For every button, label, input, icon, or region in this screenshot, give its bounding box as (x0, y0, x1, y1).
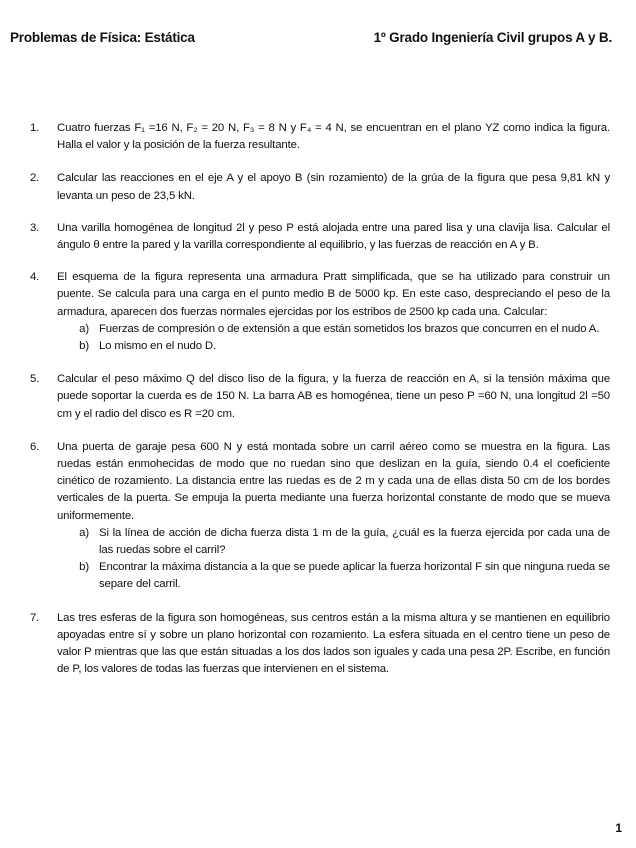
problem-6 (30, 439, 610, 594)
problem-1 (30, 120, 610, 154)
header-left-title: Problemas de Física: Estática (10, 30, 195, 45)
problem-text: El esquema de la figura representa una armadura Pratt simplificada, que se ha utilizado para construir un puente. Se calcula para una carga en el punto medio B de 5000 kp. En este caso, despreciando el peso de la armadura, aparecen dos fuerzas normales ejercidas por los estribos de 2500 kp cada una. Calcular: (57, 271, 610, 318)
subquestion-a (57, 321, 610, 338)
problem-number: 5. (30, 373, 40, 386)
page-header (10, 30, 612, 45)
problem-2 (30, 170, 610, 204)
subquestion-a (57, 525, 610, 559)
problem-number: 6. (30, 440, 40, 453)
problem-body (57, 439, 610, 594)
subquestion-label: a) (79, 526, 89, 539)
problem-text: Una puerta de garaje pesa 600 N y está montada sobre un carril aéreo como se muestra en la figura. Las ruedas están enmohecidas de modo que no ruedan sino que deslizan en la guía, siendo 0.4 el coeficiente cinético de rozamiento. La distancia entre las ruedas es de 2 m y cada una de ellas dista 50 cm de los bordes verticales de la puerta. Se empuja la puerta mediante una fuerza horizontal constante de modo que se mueva uniformemente. (57, 440, 610, 522)
header-right-course: 1º Grado Ingeniería Civil grupos A y B. (373, 30, 612, 45)
problem-text: Calcular las reacciones en el eje A y el apoyo B (sin rozamiento) de la grúa de la figura que pesa 9,81 kN y levanta un peso de 23,5 kN. (57, 172, 610, 202)
subquestion-text: Si la línea de acción de dicha fuerza dista 1 m de la guía, ¿cuál es la fuerza ejercida por cada una de las ruedas sobre el carril? (99, 526, 610, 557)
problem-number: 1. (30, 122, 40, 134)
problem-number: 3. (30, 221, 40, 234)
problem-text: Las tres esferas de la figura son homogéneas, sus centros están a la misma altura y se mantienen en equilibrio apoyadas entre sí y sobre un plano horizontal con rozamiento. La esfera situada en el centro tiene un peso de valor P mientras que las que están situadas a los dos lados son iguales y cada una pesa 2P. Escribe, en función de P, los valores de todas las fuerzas que intervienen en el sistema. (57, 611, 610, 676)
problem-number: 2. (30, 172, 40, 185)
problem-text: Una varilla homogénea de longitud 2l y peso P está alojada entre una pared lisa y una clavija lisa. Calcular el ángulo θ entre la pared y la varilla correspondiente al equilibrio, y las fuerzas de reacción en A y B. (57, 221, 610, 252)
page-number: 1 (615, 821, 622, 835)
problem-4 (30, 269, 610, 355)
subquestion-label: b) (79, 561, 89, 574)
problem-5 (30, 371, 610, 423)
subquestion-b (57, 338, 610, 355)
subquestion-list (57, 525, 610, 594)
problem-number: 7. (30, 611, 40, 624)
problem-7 (30, 610, 610, 679)
problem-3 (30, 220, 610, 254)
subquestion-text: Fuerzas de compresión o de extensión a que están sometidos los brazos que concurren en el nudo A. (99, 322, 600, 335)
subquestion-label: b) (79, 340, 89, 353)
subquestion-b (57, 559, 610, 593)
subquestion-label: a) (79, 322, 89, 335)
subquestion-text: Lo mismo en el nudo D. (99, 340, 216, 353)
subquestion-list (57, 321, 610, 355)
problem-number: 4. (30, 271, 40, 284)
problem-list (30, 120, 610, 678)
subquestion-text: Encontrar la máxima distancia a la que se puede aplicar la fuerza horizontal F sin que ninguna rueda se separe del carril. (99, 561, 610, 591)
problem-body (57, 269, 610, 355)
problem-text: Calcular el peso máximo Q del disco liso de la figura, y la fuerza de reacción en A, si la tensión máxima que puede soportar la cuerda es de 150 N. La barra AB es homogénea, tiene un peso P =60 N, una longitud 2l =50 cm y el radio del disco es R =20 cm. (57, 373, 610, 420)
problem-text: Cuatro fuerzas F₁ =16 N, F₂ = 20 N, F₃ = 8 N y F₄ = 4 N, se encuentran en el plano YZ como indica la figura. Halla el valor y la posición de la fuerza resultante. (57, 122, 610, 152)
